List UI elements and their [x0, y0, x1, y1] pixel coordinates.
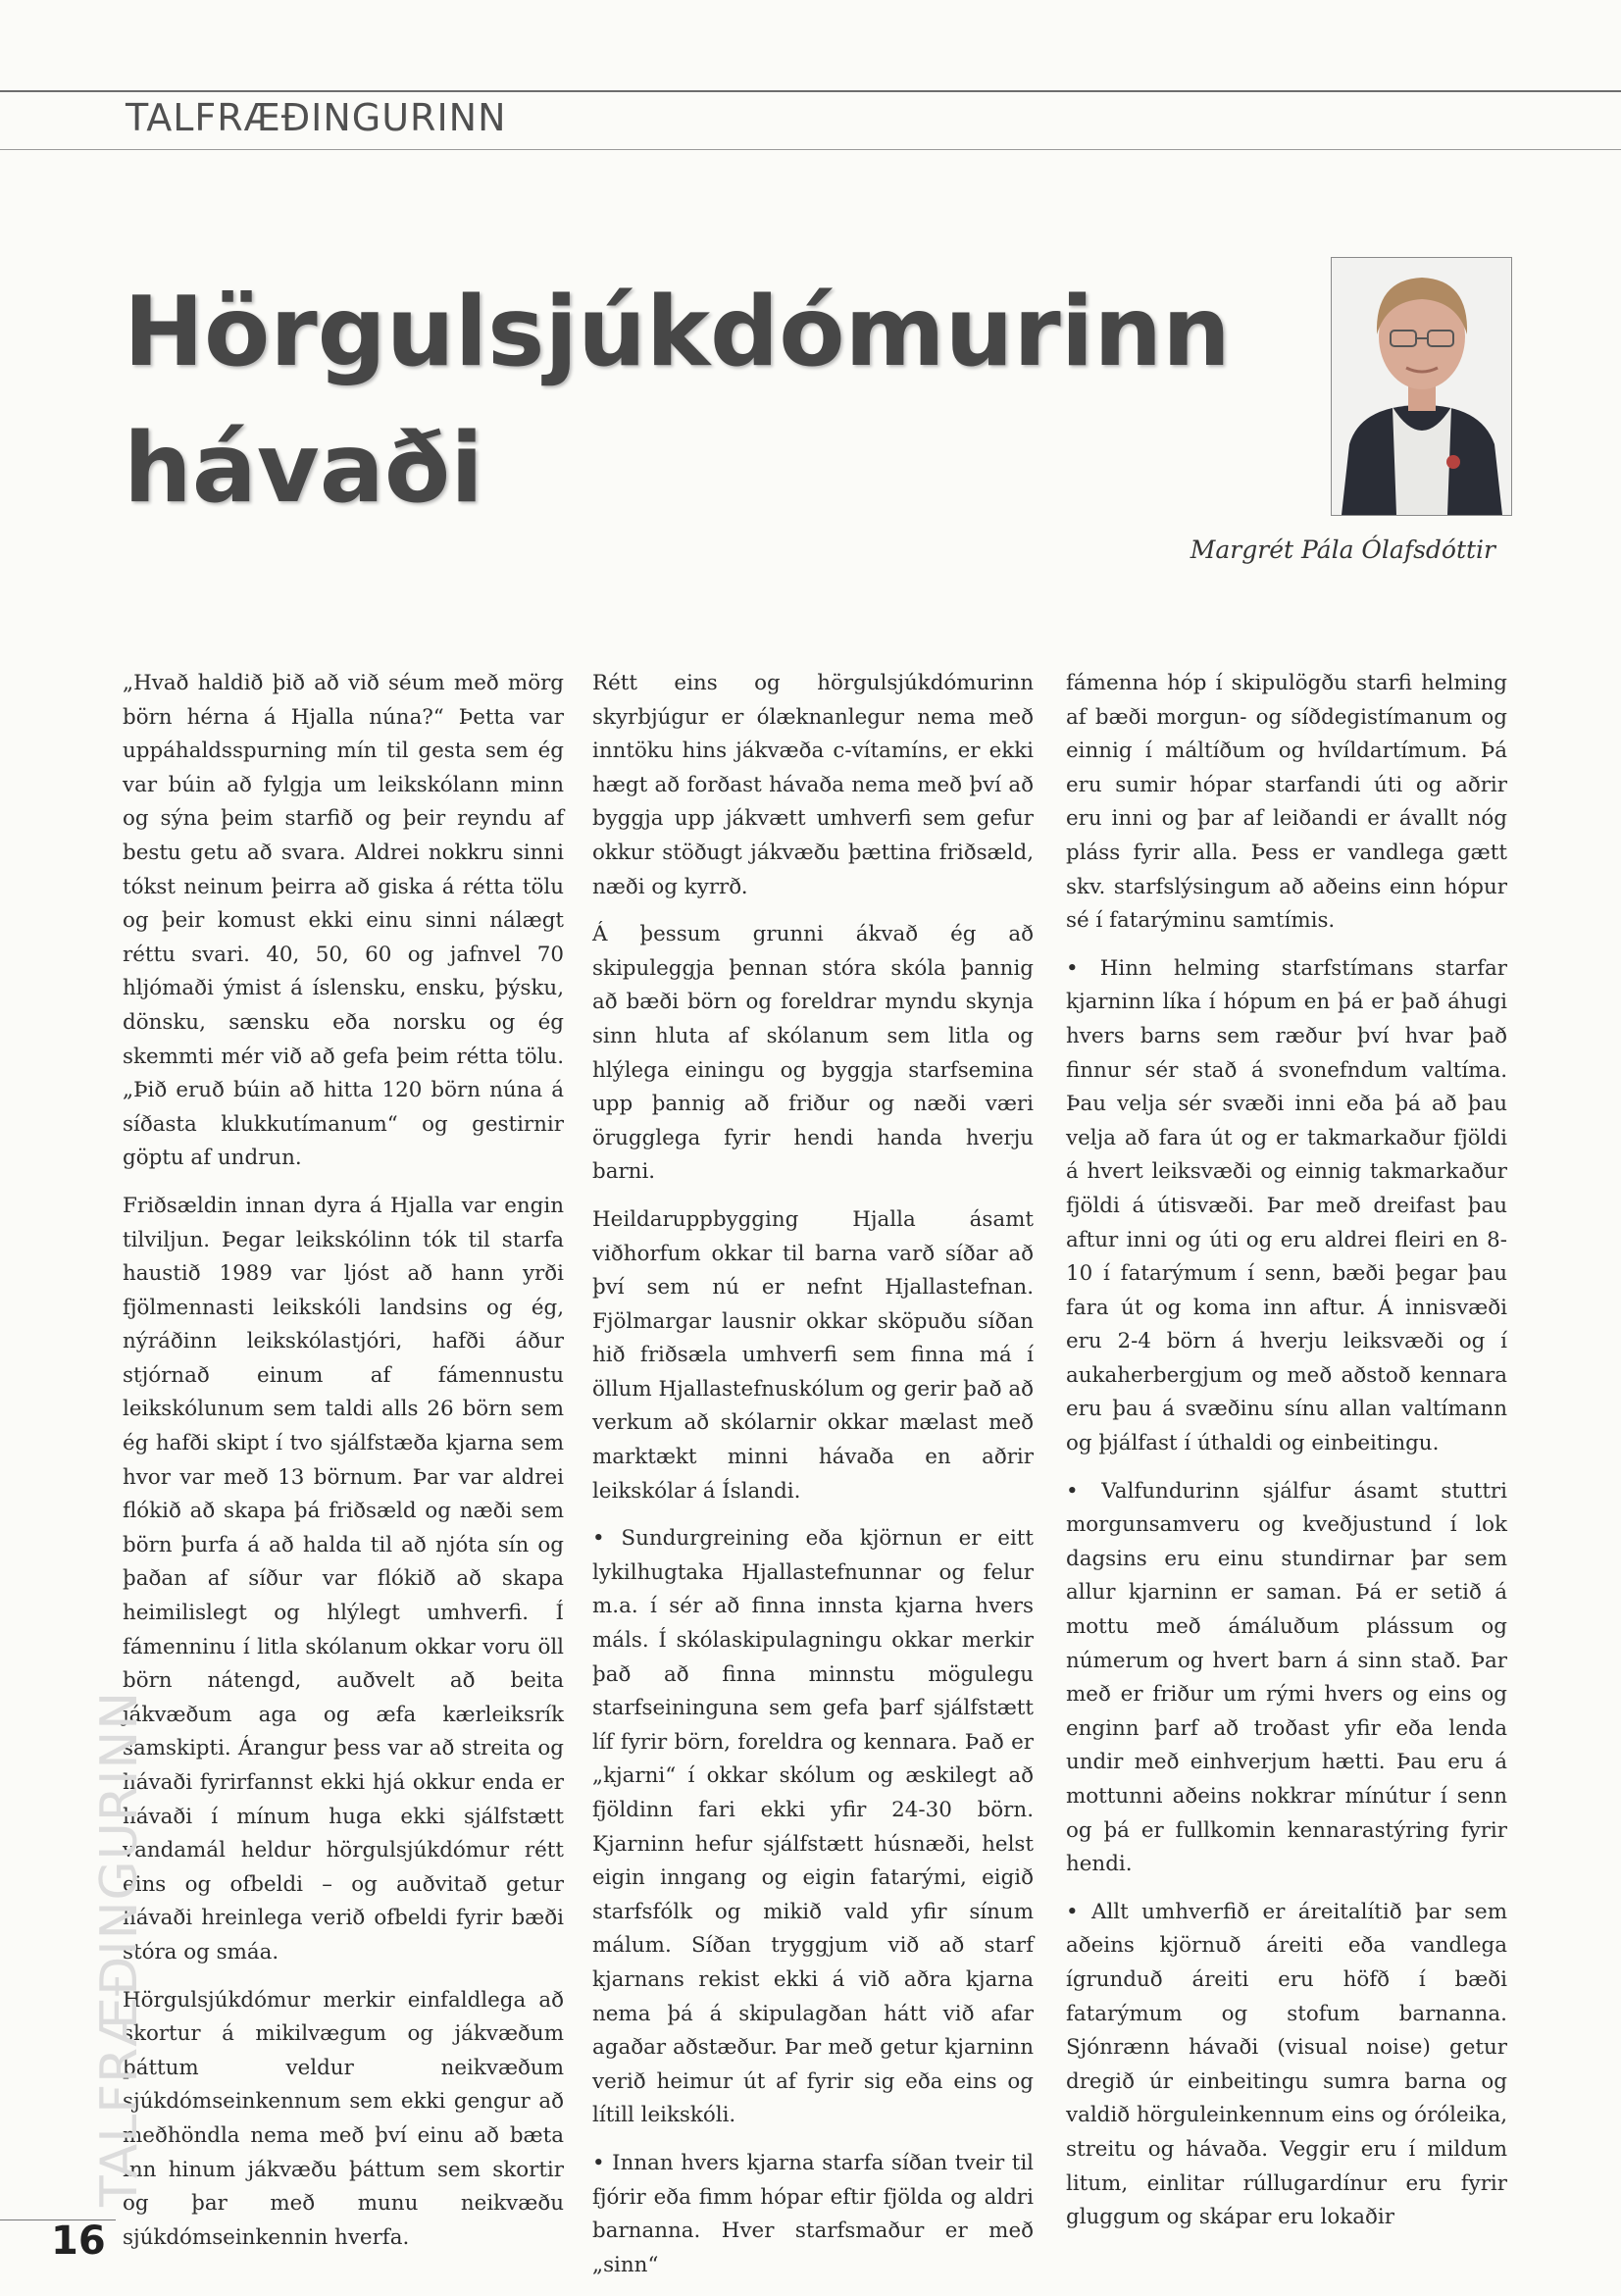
paragraph: Friðsældin innan dyra á Hjalla var engin tilviljun. Þegar leikskólinn tók til starfa haustið 1989 var ljóst að hann yrði fjölmennasti leikskóli landsins og ég, nýráðinn leikskólastjóri, hafði áður stjórnað einum af fámennustu leikskólunum sem taldi alls 26 börn sem ég hafði skipt í tvo sjálfstæða kjarna sem hvor var með 13 börnum. Þar var aldrei flókið að skapa þá friðsæld og næði sem börn þurfa á að halda til að njóta sín og þaðan af síður var flókið að skapa heimilislegt og hlýlegt umhverfi. Í fámenninu í litla skólanum okkar voru öll börn nátengd, auðvelt að beita jákvæðum aga og æfa kærleiksrík samskipti. Árangur þess var að streita og hávaði fyrirfannst ekki hjá okkur enda er hávaði í mínum huga ekki sjálfstætt vandamál heldur hörgulsjúkdómur rétt eins og ofbeldi – og auðvitað getur hávaði hreinlega verið ofbeldi fyrir bæði stóra og smáa.: [123, 1193, 564, 1964]
text-column-1: [123, 667, 564, 2269]
text-column-2: [592, 667, 1034, 2296]
paragraph: „Hvað haldið þið að við séum með mörg börn hérna á Hjalla núna?“ Þetta var uppáhaldsspurning mín til gesta sem ég var búin að fylgja um leikskólann minn og sýna þeim starfið og þeir reyndu af bestu getu að svara. Aldrei nokkru sinni tókst neinum þeirra að giska á rétta tölu og þeir komust ekki einu sinni nálægt réttu svari. 40, 50, 60 og jafnvel 70 hljómaði ýmist á íslensku, ensku, þýsku, dönsku, sænsku eða norsku og ég skemmti mér við að gefa þeim rétta tölu. „Þið eruð búin að hitta 120 börn núna á síðasta klukkutímanum“ og gestirnir göptu af undrun.: [123, 671, 564, 1171]
paragraph: Á þessum grunni ákvað ég að skipuleggja þennan stóra skóla þannig að bæði börn og foreldrar myndu skynja sinn hluta af skólanum sem litla og hlýlega einingu og byggja starfsemina upp þannig að friður og næði væri örugglega fyrir hendi handa hverju barni.: [592, 922, 1034, 1185]
paragraph: fámenna hóp í skipulögðu starfi helming af bæði morgun- og síðdegistímanum og einnig í máltíðum og hvíldartímum. Þá eru sumir hópar starfandi úti og aðrir eru inni og þar af leiðandi er ávallt nóg pláss fyrir alla. Þess er vandlega gætt skv. starfslýsingum að aðeins einn hópur sé í fatarýminu samtímis.: [1066, 671, 1507, 934]
bullet-paragraph: • Valfundurinn sjálfur ásamt stuttri morgunsamveru og kveðjustund í lok dagsins eru einu stundirnar þar sem allur kjarninn er saman. Þá er setið á mottu með ámáluðum plássum og númerum og hvert barn á sinn stað. Þar með er friður um rými hvers og eins og enginn þarf að troðast yfir eða lenda undir með einhverjum hætti. Þau eru á mottunni aðeins nokkrar mínútur í senn og þá er fullkomin kennarastýring fyrir hendi.: [1066, 1478, 1507, 1877]
bullet-paragraph: • Allt umhverfið er áreitalítið þar sem aðeins kjörnuð áreiti eða vandlega ígrunduð áreiti eru höfð í bæði fatarýmum og stofum barnanna. Sjónrænn hávaði (visual noise) getur dregið úr einbeitingu sumra barna og valdið hörguleinkennum eins og óróleika, streitu og hávaða. Veggir eru í mildum litum, einlitar rúllugardínur eru fyrir gluggum og skápar eru lokaðir: [1066, 1899, 1507, 2230]
page-number: 16: [51, 2219, 106, 2264]
article-title: [124, 265, 1251, 537]
title-line-1: Hörgulsjúkdómurinn: [124, 277, 1231, 388]
bullet-paragraph: • Innan hvers kjarna starfa síðan tveir til fjórir eða fimm hópar eftir fjölda og aldri barnanna. Hver starfsmaður er með „sinn“: [592, 2150, 1034, 2277]
author-portrait-image: [1332, 258, 1511, 515]
bullet-paragraph: • Sundurgreining eða kjörnun er eitt lykilhugtaka Hjallastefnunnar og felur m.a. í sér að finna innsta kjarna hvers máls. Í skólaskipulagningu okkar merkir það að finna minnstu mögulegu starfseininguna sem gefa þarf sjálfstætt líf fyrir börn, foreldra og kennara. Það er „kjarni“ í okkar skólum og æskilegt að fjöldinn fari ekki yfir 24-30 börn. Kjarninn hefur sjálfstætt húsnæði, helst eigin inngang og eigin fatarými, eigið starfsfólk og mikið vald yfir sínum málum. Síðan tryggjum við að starf kjarnans rekist ekki á við aðra kjarna nema þá á skipulagðan hátt við afar agaðar aðstæður. Þar með getur kjarninn verið heimur út af fyrir sig eða eins og lítill leikskóli.: [592, 1526, 1034, 2128]
text-column-3: [1066, 667, 1507, 2249]
bullet-paragraph: • Hinn helming starfstímans starfar kjarninn líka í hópum en þá er það áhugi hvers barns sem ræður því hvar það finnur sér stað á svonefndum valtíma. Þau velja sér svæði inni eða þá að þau velja að fara út og er takmarkaður fjöldi á hvert leiksvæði og einnig takmarkaður fjöldi á útisvæði. Þar með dreifast þau aftur inni og úti og eru aldrei fleiri en 8-10 í fatarýmum í senn, bæði þegar þau fara út og koma inn aftur. Á innisvæði eru 2-4 börn á hverju leiksvæði og í aukaherbergjum og með aðstoð kennara eru þau á svæðinu sínu allan valtímann og þjálfast í úthaldi og einbeitingu.: [1066, 955, 1507, 1456]
vertical-section-label: TALFRÆÐINGURINN: [90, 1690, 149, 2207]
paragraph: Heildaruppbygging Hjalla ásamt viðhorfum okkar til barna varð síðar að því sem nú er nefnt Hjallastefnan. Fjölmargar lausnir okkar sköpuðu síðan hið friðsæla umhverfi sem finna má í öllum Hjallastefnuskólum og gerir það að verkum að skólarnir okkar mælast með marktækt minni hávaða en aðrir leikskólar á Íslandi.: [592, 1206, 1034, 1504]
paragraph: Hörgulsjúkdómur merkir einfaldlega að skortur á mikilvægum og jákvæðum þáttum veldur neikvæðum sjúkdómseinkennum sem ekki gengur að meðhöndla nema með því einu að bæta inn hinum jákvæðu þáttum sem skortir og þar með munu neikvæðu sjúkdómseinkennin hverfa.: [123, 1987, 564, 2250]
section-header: TALFRÆÐINGURINN: [126, 96, 507, 139]
author-photo: [1331, 257, 1512, 516]
author-name: Margrét Pála Ólafsdóttir: [1190, 536, 1495, 564]
title-line-2: hávaði: [124, 413, 483, 526]
paragraph: Rétt eins og hörgulsjúkdómurinn skyrbjúgur er ólæknanlegur nema með inntöku hins jákvæða c-vítamíns, er ekki hægt að forðast hávaða nema með því að byggja upp jákvætt umhverfi sem gefur okkur stöðugt jákvæðu þættina friðsæld, næði og kyrrð.: [592, 671, 1034, 899]
header-rule: [0, 149, 1621, 150]
top-rule: [0, 90, 1621, 92]
